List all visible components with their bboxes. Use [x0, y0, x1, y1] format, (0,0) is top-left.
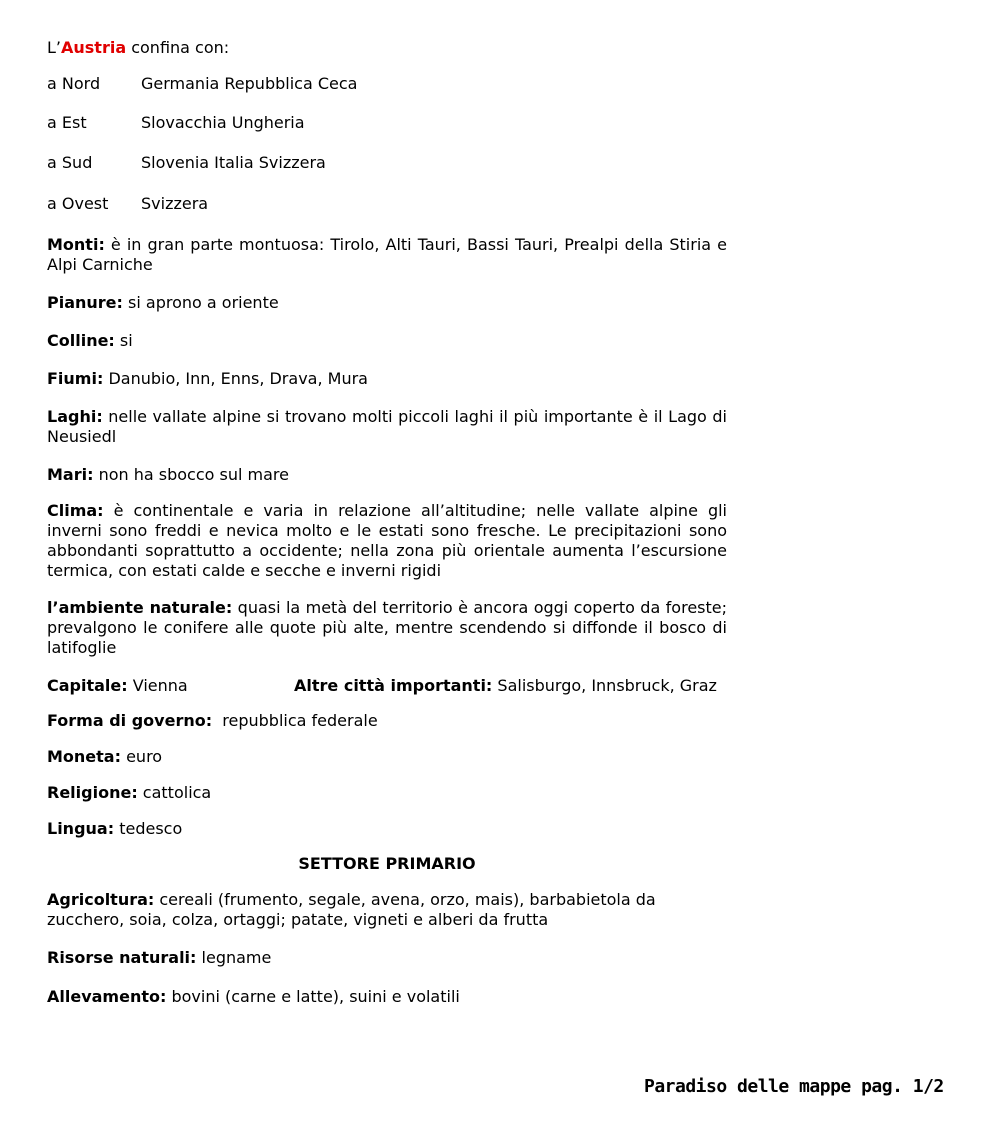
intro-line: L’Austria confina con:: [47, 38, 230, 57]
border-north: a Nord Germania Repubblica Ceca: [47, 74, 358, 93]
page-footer: Paradiso delle mappe pag. 1/2: [644, 1076, 944, 1097]
capitale-field: Capitale: Vienna: [47, 676, 188, 695]
risorse-field: Risorse naturali: legname: [47, 948, 272, 967]
moneta-field: Moneta: euro: [47, 747, 163, 766]
pianure-field: Pianure: si aprono a oriente: [47, 293, 279, 312]
country-name: Austria: [61, 38, 127, 57]
border-west: a Ovest Svizzera: [47, 194, 209, 213]
agricoltura-field: Agricoltura: cereali (frumento, segale, avena, orzo, mais), barbabietola da zucchero, soia, colza, ortaggi; patate, vigneti e alberi da frutta: [47, 890, 656, 929]
religione-field: Religione: cattolica: [47, 783, 212, 802]
border-south: a Sud Slovenia Italia Svizzera: [47, 153, 326, 172]
fiumi-field: Fiumi: Danubio, Inn, Enns, Drava, Mura: [47, 369, 368, 388]
lingua-field: Lingua: tedesco: [47, 819, 183, 838]
monti-field: Monti: è in gran parte montuosa: Tirolo, Alti Tauri, Bassi Tauri, Prealpi della Stiria e Alpi Carniche: [47, 235, 727, 274]
mari-field: Mari: non ha sbocco sul mare: [47, 465, 289, 484]
allevamento-field: Allevamento: bovini (carne e latte), suini e volatili: [47, 987, 460, 1006]
section-title-primary: SETTORE PRIMARIO: [298, 854, 476, 873]
altre-citta-field: Altre città importanti: Salisburgo, Innsbruck, Graz: [294, 676, 717, 695]
ambiente-field: l’ambiente naturale: quasi la metà del territorio è ancora oggi coperto da foreste; prevalgono le conifere alle quote più alte, mentre scendendo si diffonde il bosco di latifoglie: [47, 598, 728, 657]
colline-field: Colline: si: [47, 331, 133, 350]
laghi-field: Laghi: nelle vallate alpine si trovano molti piccoli laghi il più importante è il Lago di Neusiedl: [47, 407, 727, 446]
clima-field: Clima: è continentale e varia in relazione all’altitudine; nelle vallate alpine gli inverni sono freddi e nevica molto e le estati sono fresche. Le precipitazioni sono abbondanti soprattutto a occidente; nella zona più orientale aumenta l’escursione termica, con estati calde e secche e inverni rigidi: [47, 501, 727, 580]
governo-field: Forma di governo: repubblica federale: [47, 711, 378, 730]
border-east: a Est Slovacchia Ungheria: [47, 113, 305, 132]
